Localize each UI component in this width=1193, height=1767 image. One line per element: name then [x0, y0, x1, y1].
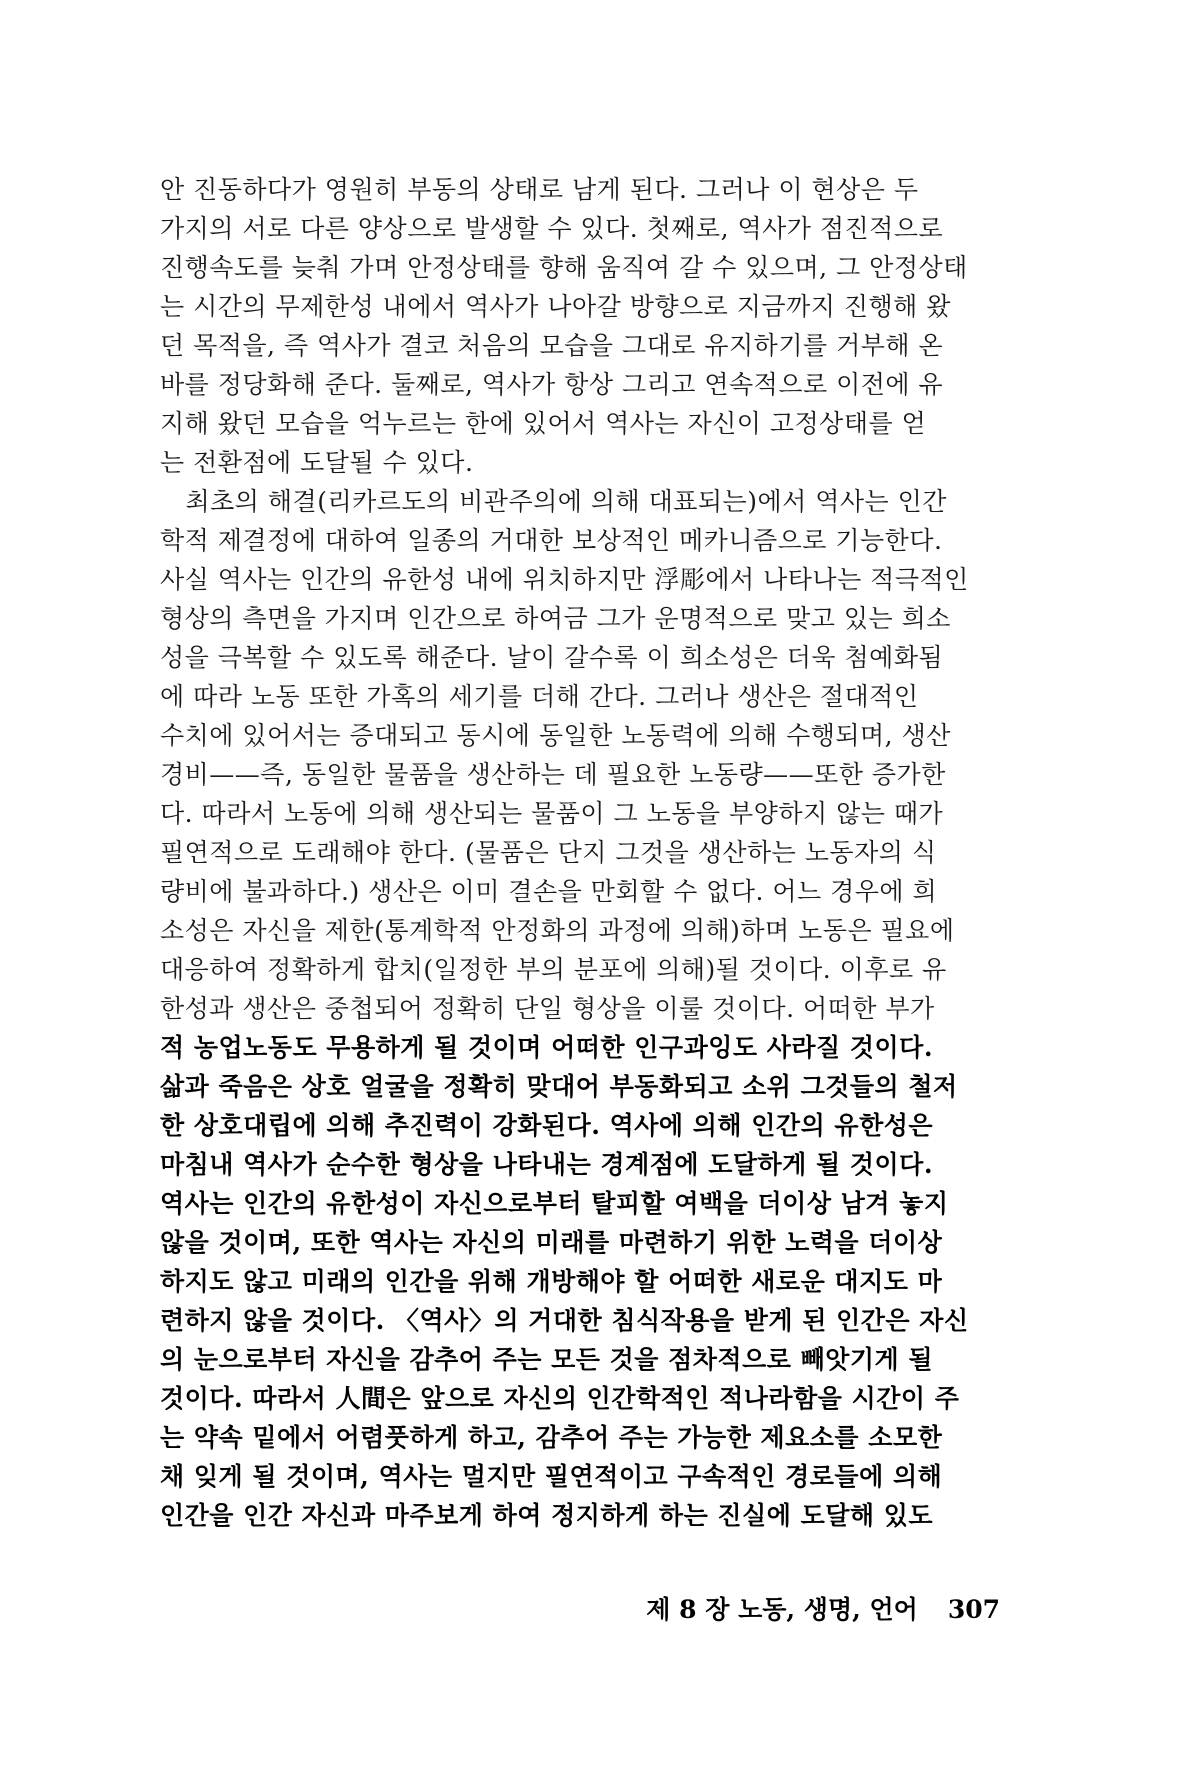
text-line: 최초의 해결(리카르도의 비관주의에 의해 대표되는)에서 역사는 인간: [160, 487, 947, 516]
text-line: 바를 정당화해 준다. 둘째로, 역사가 항상 그리고 연속적으로 이전에 유: [160, 370, 944, 399]
running-footer: [0, 1590, 1000, 1626]
text-line: 는 시간의 무제한성 내에서 역사가 나아갈 방향으로 지금까지 진행해 왔: [160, 292, 951, 321]
body-text: [160, 170, 1018, 1535]
text-line: 던 목적을, 즉 역사가 결코 처음의 모습을 그대로 유지하기를 거부해 온: [160, 331, 944, 360]
chapter-title: 제 8 장 노동, 생명, 언어: [646, 1595, 918, 1624]
text-line: 진행속도를 늦춰 가며 안정상태를 향해 움직여 갈 수 있으며, 그 안정상태: [160, 253, 968, 282]
text-line: 지해 왔던 모습을 억누르는 한에 있어서 역사는 자신이 고정상태를 얻: [160, 409, 927, 438]
text-line: 대응하여 정확하게 합치(일정한 부의 분포에 의해)될 것이다. 이후로 유: [160, 955, 947, 984]
text-line: 는 전환점에 도달될 수 있다.: [160, 448, 474, 477]
text-line: 않을 것이며, 또한 역사는 자신의 미래를 마련하기 위한 노력을 더이상: [160, 1228, 943, 1257]
text-line: 채 잊게 될 것이며, 역사는 멀지만 필연적이고 구속적인 경로들에 의해: [160, 1462, 943, 1491]
text-line: 의 눈으로부터 자신을 감추어 주는 모든 것을 점차적으로 빼앗기게 될: [160, 1345, 934, 1374]
text-line: 량비에 불과하다.) 생산은 이미 결손을 만회할 수 없다. 어느 경우에 희: [160, 877, 938, 906]
text-line: 삶과 죽음은 상호 얼굴을 정확히 맞대어 부동화되고 소위 그것들의 철저: [160, 1072, 958, 1101]
text-line: 수치에 있어서는 증대되고 동시에 동일한 노동력에 의해 수행되며, 생산: [160, 721, 951, 750]
text-line: 에 따라 노동 또한 가혹의 세기를 더해 간다. 그러나 생산은 절대적인: [160, 682, 919, 711]
text-line: 역사는 인간의 유한성이 자신으로부터 탈피할 여백을 더이상 남겨 놓지: [160, 1189, 949, 1218]
text-line: 한성과 생산은 중첩되어 정확히 단일 형상을 이룰 것이다. 어떠한 부가: [160, 994, 935, 1023]
text-line: 련하지 않을 것이다. 〈역사〉의 거대한 침식작용을 받게 된 인간은 자신: [160, 1306, 969, 1335]
text-line: 것이다. 따라서 人間은 앞으로 자신의 인간학적인 적나라함을 시간이 주: [160, 1384, 960, 1413]
text-line: 가지의 서로 다른 양상으로 발생할 수 있다. 첫째로, 역사가 점진적으로: [160, 214, 944, 243]
text-line: 다. 따라서 노동에 의해 생산되는 물품이 그 노동을 부양하지 않는 때가: [160, 799, 944, 828]
text-line: 안 진동하다가 영원히 부동의 상태로 남게 된다. 그러나 이 현상은 두: [160, 175, 919, 204]
text-line: 경비——즉, 동일한 물품을 생산하는 데 필요한 노동량——또한 증가한: [160, 760, 946, 789]
text-line: 성을 극복할 수 있도록 해준다. 날이 갈수록 이 희소성은 더욱 첨예화됨: [160, 643, 944, 672]
text-line: 형상의 측면을 가지며 인간으로 하여금 그가 운명적으로 맞고 있는 희소: [160, 604, 951, 633]
text-line: 소성은 자신을 제한(통계학적 안정화의 과정에 의해)하며 노동은 필요에: [160, 916, 955, 945]
text-line: 적 농업노동도 무용하게 될 것이며 어떠한 인구과잉도 사라질 것이다.: [160, 1033, 934, 1062]
text-line: 학적 제결정에 대하여 일종의 거대한 보상적인 메카니즘으로 기능한다.: [160, 526, 943, 555]
text-line: 사실 역사는 인간의 유한성 내에 위치하지만 浮彫에서 나타나는 적극적인: [160, 565, 969, 594]
page-number: 307: [947, 1595, 1000, 1624]
text-line: 한 상호대립에 의해 추진력이 강화된다. 역사에 의해 인간의 유한성은: [160, 1111, 934, 1140]
text-line: 마침내 역사가 순수한 형상을 나타내는 경계점에 도달하게 될 것이다.: [160, 1150, 934, 1179]
text-line: 인간을 인간 자신과 마주보게 하여 정지하게 하는 진실에 도달해 있도: [160, 1501, 934, 1530]
text-line: 는 약속 밑에서 어렴풋하게 하고, 감추어 주는 가능한 제요소를 소모한: [160, 1423, 943, 1452]
text-line: 필연적으로 도래해야 한다. (물품은 단지 그것을 생산하는 노동자의 식: [160, 838, 937, 867]
text-line: 하지도 않고 미래의 인간을 위해 개방해야 할 어떠한 새로운 대지도 마: [160, 1267, 943, 1296]
